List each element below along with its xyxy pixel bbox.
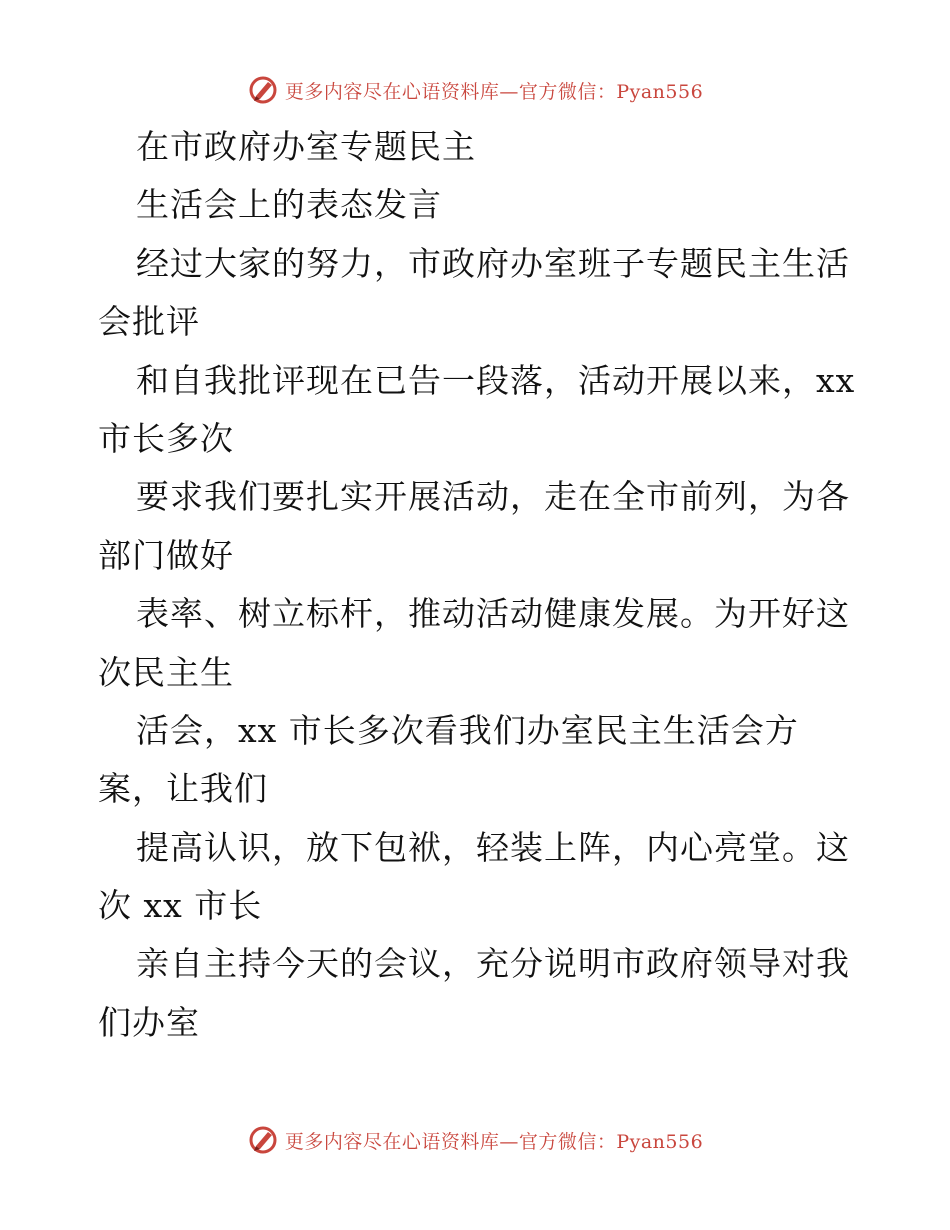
paragraph-line: 们办室 xyxy=(98,1002,200,1042)
pen-logo-icon xyxy=(247,74,279,106)
footer-banner-text: 更多内容尽在心语资料库—官方微信：Pyan556 xyxy=(284,1130,704,1153)
paragraph-line: 提高认识，放下包袱，轻装上阵，内心亮堂。这 xyxy=(136,827,850,867)
paragraph-line: 经过大家的努力，市政府办室班子专题民主生活 xyxy=(136,243,850,283)
paragraph-line: 次民主生 xyxy=(98,652,234,692)
paragraph-line: 市长多次 xyxy=(98,418,234,458)
title-line-2: 生活会上的表态发言 xyxy=(136,185,442,225)
paragraph-line: 次 xx 市长 xyxy=(98,886,263,926)
paragraph-line: 会批评 xyxy=(98,302,200,342)
header-banner xyxy=(0,70,950,110)
paragraph-line: 和自我批评现在已告一段落，活动开展以来，xx xyxy=(136,360,856,400)
paragraph-line: 案，让我们 xyxy=(98,769,268,809)
paragraph-line: 要求我们要扎实开展活动，走在全市前列，为各 xyxy=(136,477,850,517)
title-line-1: 在市政府办室专题民主 xyxy=(136,127,476,166)
header-banner-text: 更多内容尽在心语资料库—官方微信：Pyan556 xyxy=(284,80,704,103)
paragraph-line: 表率、树立标杆，推动活动健康发展。为开好这 xyxy=(136,594,850,634)
footer-banner xyxy=(0,1120,950,1160)
pen-logo-icon xyxy=(247,1124,279,1156)
paragraph-line: 亲自主持今天的会议，充分说明市政府领导对我 xyxy=(136,944,850,984)
document-body xyxy=(98,118,858,1052)
paragraph-line: 活会，xx 市长多次看我们办室民主生活会方 xyxy=(136,710,799,750)
paragraph-line: 部门做好 xyxy=(98,535,234,575)
